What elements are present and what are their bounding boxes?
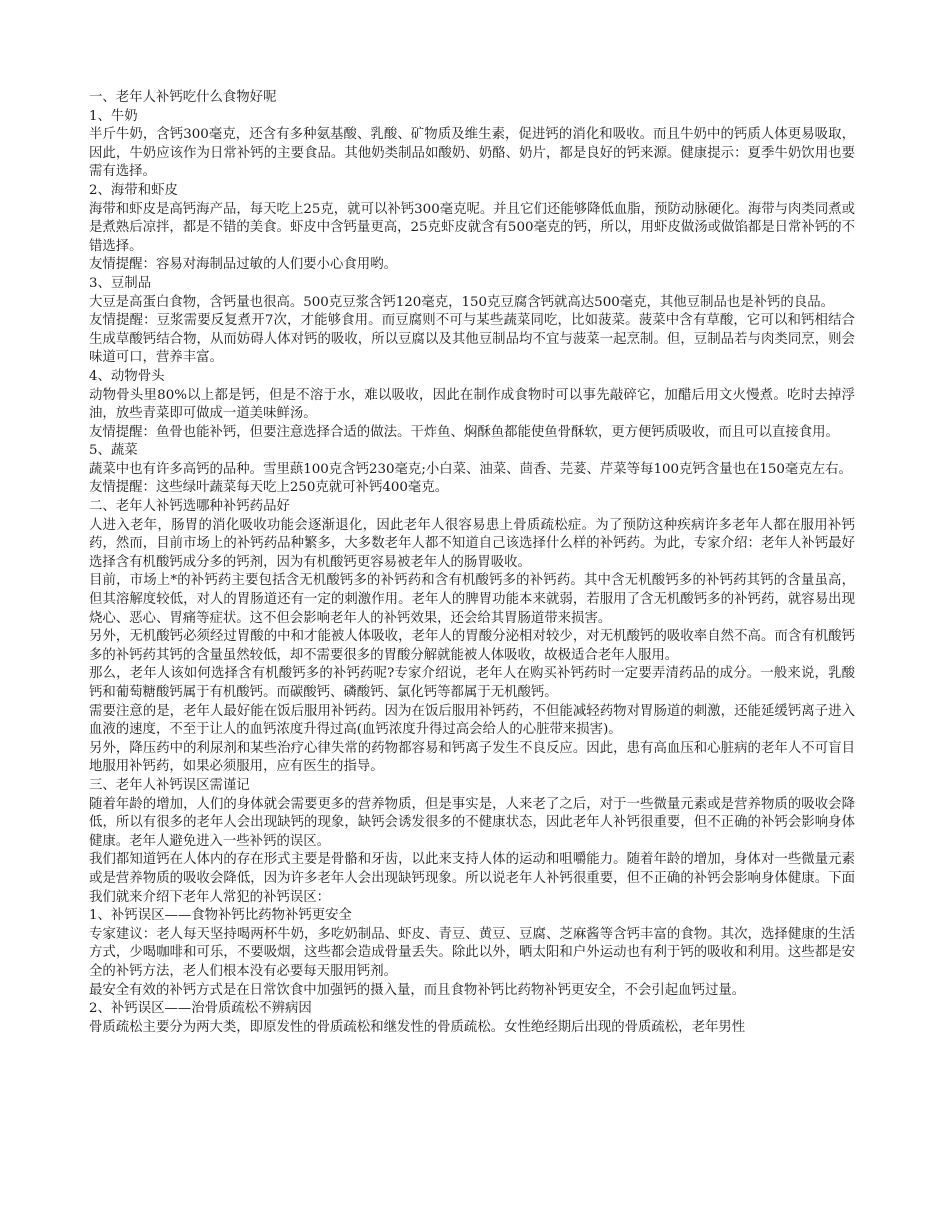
document-body: [89, 89, 855, 1037]
paragraph: 那么，老年人该如何选择含有机酸钙多的补钙药呢?专家介绍说，老年人在购买补钙药时一定要弄清药品的成分。一般来说，乳酸钙和葡萄糖酸钙属于有机酸钙。而碳酸钙、磷酸钙、氯化钙等都属于无机酸钙。: [89, 666, 855, 700]
section-heading: 5、蔬菜: [89, 443, 138, 459]
paragraph: 专家建议：老人每天坚持喝两杯牛奶，多吃奶制品、虾皮、青豆、黄豆、豆腐、芝麻酱等含钙丰富的食物。其次，选择健康的生活方式，少喝咖啡和可乐，不要吸烟，这些都会造成骨量丢失。除此以外，晒太阳和户外运动也有利于钙的吸收和利用。这些都是安全的补钙方法，老人们根本没有必要每天服用钙剂。: [89, 926, 855, 979]
section-heading: 2、补钙误区——治骨质疏松不辨病因: [89, 1001, 312, 1017]
paragraph: 友情提醒：容易对海制品过敏的人们要小心食用哟。: [89, 257, 397, 273]
paragraph: 骨质疏松主要分为两大类，即原发性的骨质疏松和继发性的骨质疏松。女性绝经期后出现的骨质疏松，老年男性: [89, 1019, 746, 1035]
paragraph: 半斤牛奶，含钙300毫克，还含有多种氨基酸、乳酸、矿物质及维生素，促进钙的消化和吸收。而且牛奶中的钙质人体更易吸取，因此，牛奶应该作为日常补钙的主要食品。其他奶类制品如酸奶、奶酪、奶片，都是良好的钙来源。健康提示：夏季牛奶饮用也要需有选择。: [89, 127, 855, 180]
section-heading: 1、补钙误区——食物补钙比药物补钙更安全: [89, 908, 352, 924]
paragraph: 蔬菜中也有许多高钙的品种。雪里蕻100克含钙230毫克;小白菜、油菜、茴香、芫荽、芹菜等每100克钙含量也在150毫克左右。: [89, 461, 852, 477]
paragraph: 最安全有效的补钙方式是在日常饮食中加强钙的摄入量，而且食物补钙比药物补钙更安全，不会引起血钙过量。: [89, 982, 746, 998]
paragraph: 友情提醒：豆浆需要反复煮开7次，才能够食用。而豆腐则不可与某些蔬菜同吃，比如菠菜。菠菜中含有草酸，它可以和钙相结合生成草酸钙结合物，从而妨碍人体对钙的吸收，所以豆腐以及其他豆制品均不宜与菠菜一起烹制。但，豆制品若与肉类同烹，则会味道可口，营养丰富。: [89, 313, 855, 366]
paragraph: 人进入老年，肠胃的消化吸收功能会逐渐退化，因此老年人很容易患上骨质疏松症。为了预防这种疾病许多老年人都在服用补钙药，然而，目前市场上的补钙药品种繁多，大多数老年人都不知道自己该选择什么样的补钙药。为此，专家介绍：老年人补钙最好选择含有机酸钙成分多的钙剂，因为有机酸钙更容易被老年人的肠胃吸收。: [89, 517, 855, 570]
section-heading: 三、老年人补钙误区需谨记: [89, 777, 250, 793]
section-heading: 二、老年人补钙选哪种补钙药品好: [89, 499, 290, 515]
paragraph: 需要注意的是，老年人最好能在饭后服用补钙药。因为在饭后服用补钙药，不但能减轻药物对胃肠道的刺激，还能延缓钙离子进入血液的速度，不至于让人的血钙浓度升得过高(血钙浓度升得过高会给人的心脏带来损害)。: [89, 703, 855, 738]
paragraph: 随着年龄的增加，人们的身体就会需要更多的营养物质，但是事实是，人来老了之后，对于一些微量元素或是营养物质的吸收会降低，所以有很多的老年人会出现缺钙的现象，缺钙会诱发很多的不健康状态，因此老年人补钙很重要，但不正确的补钙会影响身体健康。老年人避免进入一些补钙的误区。: [89, 796, 855, 849]
section-heading: 3、豆制品: [89, 275, 152, 291]
paragraph: 我们都知道钙在人体内的存在形式主要是骨骼和牙齿，以此来支持人体的运动和咀嚼能力。随着年龄的增加，身体对一些微量元素或是营养物质的吸收会降低，因为许多老年人会出现缺钙现象。所以说老年人补钙很重要，但不正确的补钙会影响身体健康。下面我们就来介绍下老年人常犯的补钙误区：: [89, 852, 855, 905]
section-heading: 一、老年人补钙吃什么食物好呢: [89, 90, 277, 105]
paragraph: 友情提醒：这些绿叶蔬菜每天吃上250克就可补钙400毫克。: [89, 480, 449, 496]
paragraph: 另外，降压药中的利尿剂和某些治疗心律失常的药物都容易和钙离子发生不良反应。因此，患有高血压和心脏病的老年人不可盲目地服用补钙药，如果必须服用，应有医生的指导。: [89, 740, 855, 775]
paragraph: 大豆是高蛋白食物，含钙量也很高。500克豆浆含钙120毫克，150克豆腐含钙就高达500毫克，其他豆制品也是补钙的良品。: [89, 294, 834, 310]
section-heading: 4、动物骨头: [89, 368, 165, 384]
paragraph: 另外，无机酸钙必须经过胃酸的中和才能被人体吸收，老年人的胃酸分泌相对较少，对无机酸钙的吸收率自然不高。而含有机酸钙多的补钙药其钙的含量虽然较低，却不需要很多的胃酸分解就能被人体吸收，故极适合老年人服用。: [89, 629, 855, 663]
section-heading: 1、牛奶: [89, 108, 138, 124]
section-heading: 2、海带和虾皮: [89, 182, 178, 198]
paragraph: 动物骨头里80%以上都是钙，但是不溶于水，难以吸收，因此在制作成食物时可以事先敲碎它，加醋后用文火慢煮。吃时去掉浮油，放些青菜即可做成一道美味鲜汤。: [89, 387, 855, 422]
paragraph: 海带和虾皮是高钙海产品，每天吃上25克，就可以补钙300毫克呢。并且它们还能够降低血脂，预防动脉硬化。海带与肉类同煮或是煮熟后凉拌，都是不错的美食。虾皮中含钙量更高，25克虾皮就含有500毫克的钙，所以，用虾皮做汤或做馅都是日常补钙的不错选择。: [89, 201, 855, 254]
paragraph: 目前，市场上*的补钙药主要包括含无机酸钙多的补钙药和含有机酸钙多的补钙药。其中含无机酸钙多的补钙药其钙的含量虽高，但其溶解度较低，对人的胃肠道还有一定的刺激作用。老年人的脾胃功能本来就弱，若服用了含无机酸钙多的补钙药，就容易出现烧心、恶心、胃痛等症状。这不但会影响老年人的补钙效果，还会给其胃肠道带来损害。: [89, 573, 855, 626]
paragraph: 友情提醒：鱼骨也能补钙，但要注意选择合适的做法。干炸鱼、焖酥鱼都能使鱼骨酥软，更方便钙质吸收，而且可以直接食用。: [89, 424, 839, 440]
